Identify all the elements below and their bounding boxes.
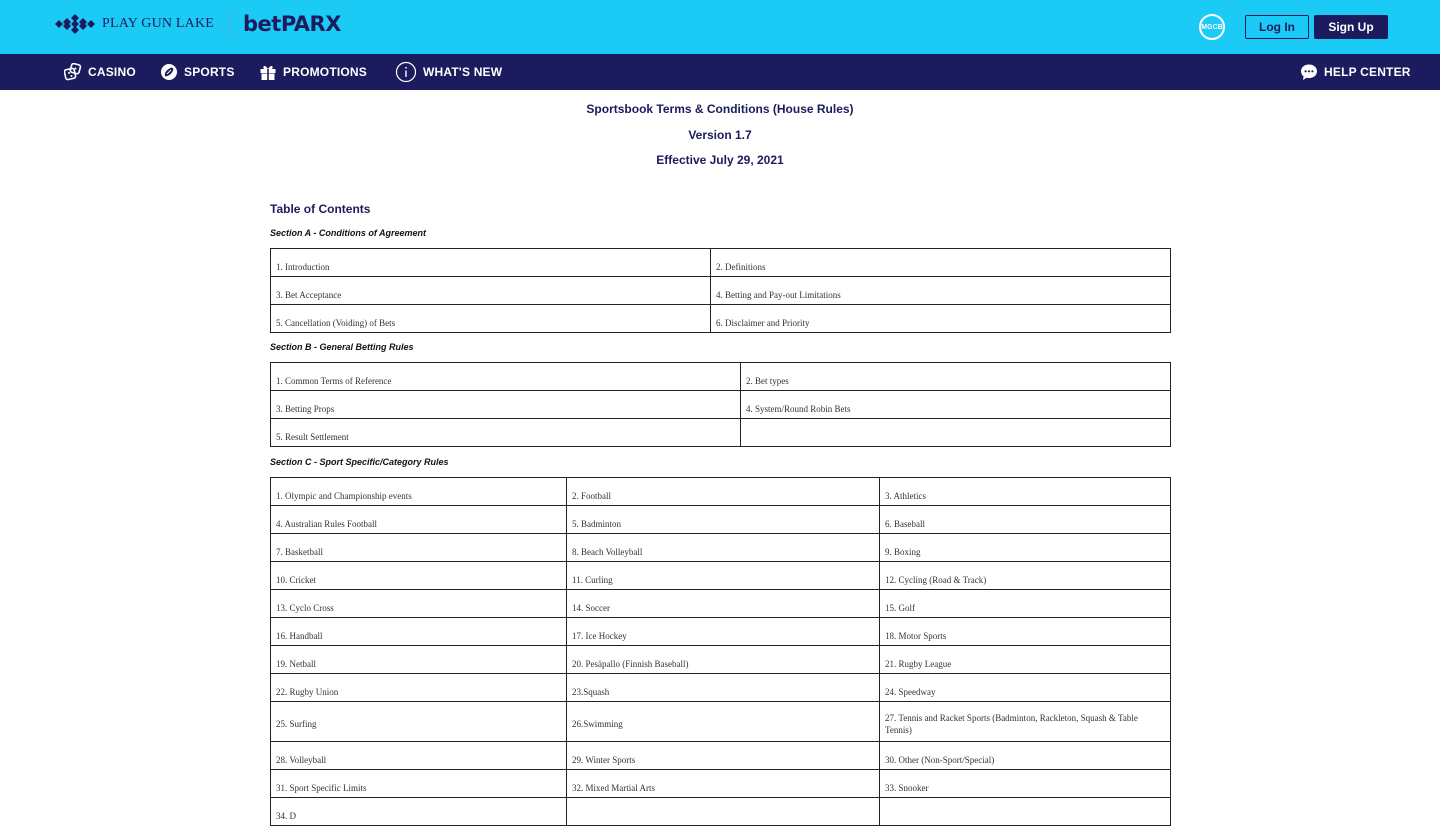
toc-cell[interactable]: 6. Baseball xyxy=(880,506,1171,534)
toc-cell[interactable]: 4. Australian Rules Football xyxy=(271,506,567,534)
toc-cell[interactable]: 1. Olympic and Championship events xyxy=(271,478,567,506)
table-row xyxy=(271,391,1171,419)
toc-cell[interactable]: 24. Speedway xyxy=(880,674,1171,702)
table-row xyxy=(271,305,1171,333)
logo-divider xyxy=(228,12,229,36)
table-row xyxy=(271,363,1171,391)
toc-cell[interactable]: 3. Athletics xyxy=(880,478,1171,506)
document-version: Version 1.7 xyxy=(688,128,752,142)
toc-cell xyxy=(567,798,880,826)
dice-icon xyxy=(64,63,82,81)
toc-cell[interactable]: 31. Sport Specific Limits xyxy=(271,770,567,798)
section-a-label: Section A - Conditions of Agreement xyxy=(270,228,427,238)
toc-cell[interactable]: 13. Cyclo Cross xyxy=(271,590,567,618)
toc-cell[interactable]: 5. Result Settlement xyxy=(271,419,741,447)
nav-item-whats-new[interactable] xyxy=(395,54,502,90)
document-title: Sportsbook Terms & Conditions (House Rules) xyxy=(586,102,854,116)
toc-cell[interactable]: 26.Swimming xyxy=(567,702,880,742)
gift-icon xyxy=(259,63,277,81)
toc-cell[interactable]: 11. Curling xyxy=(567,562,880,590)
table-row xyxy=(271,646,1171,674)
nav-label-sports: SPORTS xyxy=(184,65,235,79)
toc-cell[interactable]: 8. Beach Volleyball xyxy=(567,534,880,562)
toc-cell[interactable]: 2. Definitions xyxy=(711,249,1171,277)
table-row xyxy=(271,534,1171,562)
toc-cell xyxy=(880,798,1171,826)
table-row xyxy=(271,590,1171,618)
info-icon xyxy=(395,61,417,83)
toc-cell[interactable]: 3. Betting Props xyxy=(271,391,741,419)
table-row xyxy=(271,277,1171,305)
toc-cell[interactable]: 34. D xyxy=(271,798,567,826)
toc-cell[interactable]: 10. Cricket xyxy=(271,562,567,590)
section-b-label: Section B - General Betting Rules xyxy=(270,342,414,352)
toc-cell[interactable]: 12. Cycling (Road & Track) xyxy=(880,562,1171,590)
signup-button[interactable]: Sign Up xyxy=(1314,15,1388,39)
table-row xyxy=(271,618,1171,646)
toc-cell[interactable]: 5. Badminton xyxy=(567,506,880,534)
toc-cell[interactable]: 28. Volleyball xyxy=(271,742,567,770)
document-effective-date: Effective July 29, 2021 xyxy=(656,153,784,167)
mgcb-badge-icon: MGCB xyxy=(1199,14,1225,40)
brand-logos[interactable] xyxy=(52,12,341,36)
toc-cell[interactable]: 27. Tennis and Racket Sports (Badminton, Rackleton, Squash & Table Tennis) xyxy=(880,702,1171,742)
toc-cell[interactable]: 6. Disclaimer and Priority xyxy=(711,305,1171,333)
table-row xyxy=(271,478,1171,506)
toc-cell[interactable]: 2. Football xyxy=(567,478,880,506)
toc-cell[interactable]: 9. Boxing xyxy=(880,534,1171,562)
nav-item-sports[interactable] xyxy=(160,54,235,90)
play-gun-lake-logo-icon xyxy=(52,12,98,36)
table-row xyxy=(271,249,1171,277)
table-row xyxy=(271,702,1171,742)
section-b-table xyxy=(270,362,1171,447)
toc-cell[interactable]: 19. Netball xyxy=(271,646,567,674)
toc-cell[interactable]: 5. Cancellation (Voiding) of Bets xyxy=(271,305,711,333)
table-row xyxy=(271,674,1171,702)
toc-cell[interactable]: 16. Handball xyxy=(271,618,567,646)
toc-cell[interactable]: 33. Snooker xyxy=(880,770,1171,798)
toc-cell[interactable]: 15. Golf xyxy=(880,590,1171,618)
toc-cell[interactable]: 25. Surfing xyxy=(271,702,567,742)
top-header xyxy=(0,0,1440,54)
section-c-table xyxy=(270,477,1171,826)
login-button[interactable]: Log In xyxy=(1245,15,1309,39)
toc-cell[interactable]: 29. Winter Sports xyxy=(567,742,880,770)
toc-cell[interactable]: 32. Mixed Martial Arts xyxy=(567,770,880,798)
section-c-label: Section C - Sport Specific/Category Rules xyxy=(270,457,449,467)
toc-cell[interactable]: 22. Rugby Union xyxy=(271,674,567,702)
toc-cell[interactable]: 2. Bet types xyxy=(741,363,1171,391)
toc-cell[interactable]: 1. Introduction xyxy=(271,249,711,277)
table-row xyxy=(271,770,1171,798)
toc-cell[interactable]: 20. Pesäpallo (Finnish Baseball) xyxy=(567,646,880,674)
toc-cell[interactable]: 4. System/Round Robin Bets xyxy=(741,391,1171,419)
toc-cell[interactable]: 23.Squash xyxy=(567,674,880,702)
nav-label-whats-new: WHAT'S NEW xyxy=(423,65,503,79)
section-a-table xyxy=(270,248,1171,333)
nav-item-casino[interactable] xyxy=(64,54,136,90)
toc-cell-empty xyxy=(741,419,1171,447)
table-row xyxy=(271,506,1171,534)
table-row xyxy=(271,562,1171,590)
table-row xyxy=(271,419,1171,447)
toc-cell[interactable]: 14. Soccer xyxy=(567,590,880,618)
table-row xyxy=(271,742,1171,770)
table-row xyxy=(271,798,1171,826)
toc-cell[interactable]: 17. Ice Hockey xyxy=(567,618,880,646)
toc-cell[interactable]: 4. Betting and Pay-out Limitations xyxy=(711,277,1171,305)
toc-cell[interactable]: 18. Motor Sports xyxy=(880,618,1171,646)
toc-cell[interactable]: 3. Bet Acceptance xyxy=(271,277,711,305)
toc-cell[interactable]: 30. Other (Non-Sport/Special) xyxy=(880,742,1171,770)
toc-cell[interactable]: 1. Common Terms of Reference xyxy=(271,363,741,391)
betparx-wordmark: betPARX xyxy=(243,12,341,36)
play-gun-lake-wordmark: PLAY GUN LAKE xyxy=(102,16,215,31)
toc-cell[interactable]: 21. Rugby League xyxy=(880,646,1171,674)
nav-item-promotions[interactable] xyxy=(259,54,367,90)
nav-item-help-center[interactable] xyxy=(1300,54,1411,90)
nav-label-casino: CASINO xyxy=(88,65,136,79)
nav-label-promotions: PROMOTIONS xyxy=(283,65,368,79)
toc-title: Table of Contents xyxy=(270,202,371,216)
main-nav xyxy=(0,54,1440,90)
nav-label-help-center: HELP CENTER xyxy=(1324,65,1411,79)
chat-bubble-icon xyxy=(1300,63,1318,81)
football-icon xyxy=(160,63,178,81)
toc-cell[interactable]: 7. Basketball xyxy=(271,534,567,562)
